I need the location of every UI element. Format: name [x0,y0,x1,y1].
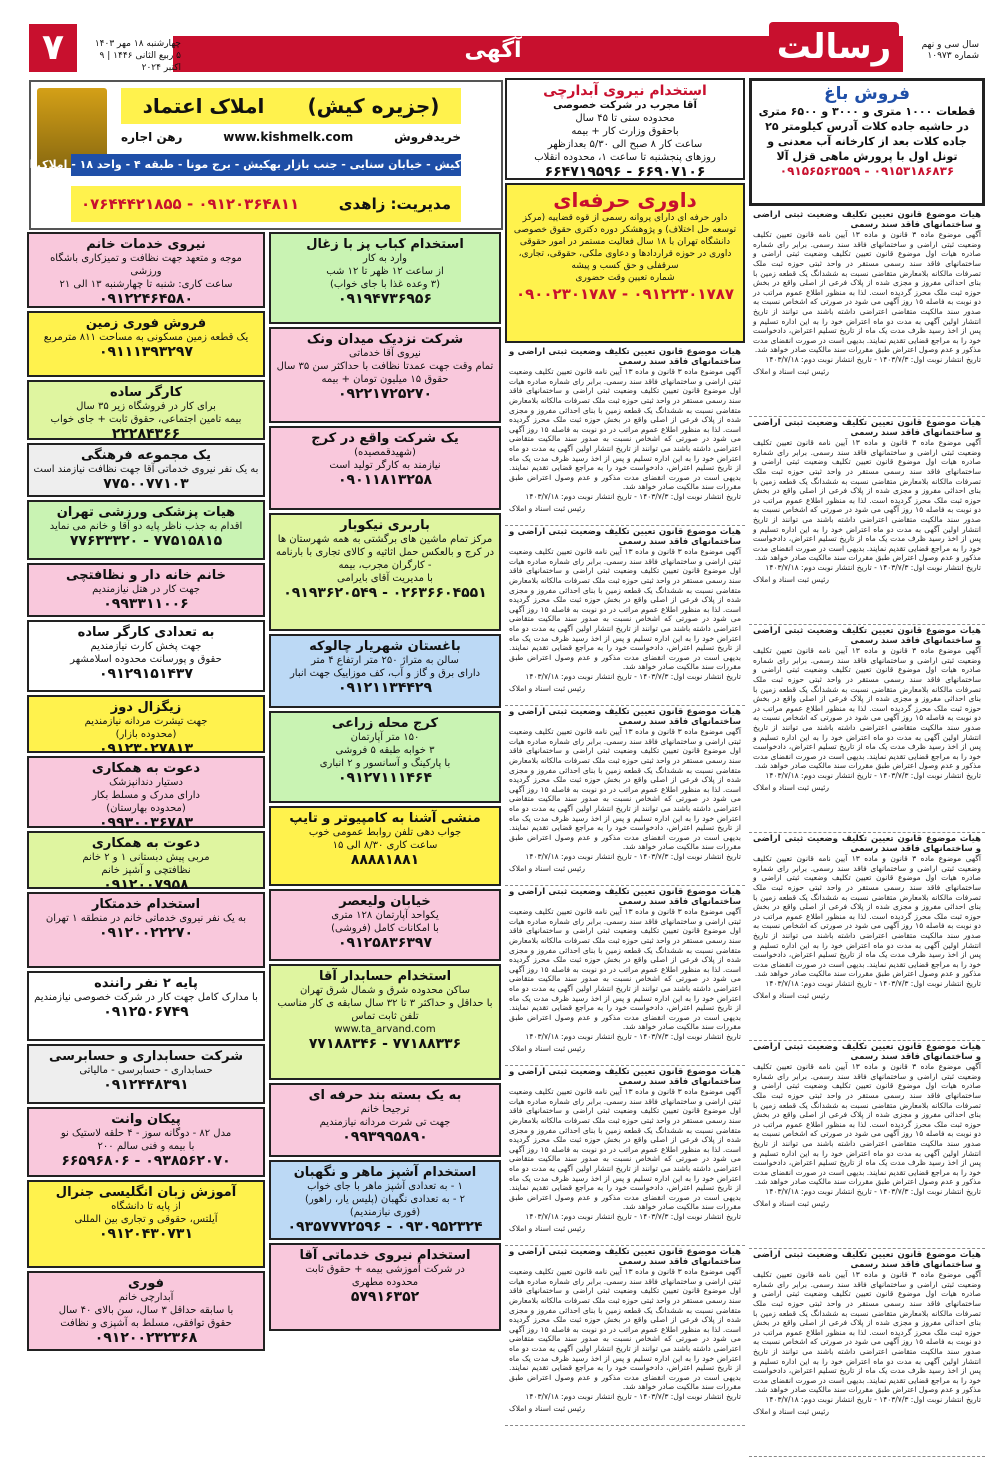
section-title: آگهی [464,38,522,63]
ad-title: یک مجموعه فرهنگی [81,448,211,463]
notice-title: هیات موضوع قانون تعیین تکلیف وضعیت ثبتی اراضی و ساختمانهای فاقد سند رسمی [509,1247,741,1267]
ad-line: مدل ۸۲ - دوگانه سوز - ۴ حلقه لاستیک نو [60,1128,232,1139]
notice-dates: تاریخ انتشار نوبت اول: ۱۴۰۳/۷/۳ - تاریخ انتشار نوبت دوم: ۱۴۰۳/۷/۱۸ [765,1394,981,1404]
janitor-hiring-ad: استخدام نیروی آبدارچی آقا مجرب در شرکت خصوصی محدوده سنی تا ۴۵ سال باحقوق وزارت کار + بیمه ساعت کار ۸ صبح الی ۵/۳۰ بعدازظهر روزهای پنجشنبه تا ساعت ۱، محدوده انقلاب ۶۶۹۰۷۱۰۶ - ۶۶۴۷۱۹۵۹۶ [505,78,745,180]
ad-line: حقوق توافقی، مسلط به آشپزی و نظافت [60,1318,232,1329]
notice-signer: رئیس ثبت اسناد و املاک [509,683,585,693]
ad-phone: ۰۹۳۰۹۵۲۳۲۴ - ۰۹۳۵۷۷۷۲۵۹۶ [287,1219,483,1235]
ad-title: خانم خانه دار و نظافتچی [66,568,226,583]
ad-phone: ۰۹۱۲۳۰۲۷۸۱۳ [99,741,193,757]
legal-notices-right [749,209,985,1457]
classified-ad [27,443,265,497]
ad-title: منشی آشنا به کامپیوتر و تایپ [289,811,481,826]
classified-ad [269,889,501,961]
ad-title: فروش فوری زمین [85,316,207,331]
ad-phone: ۷۷۵۱۵۸۱۵ - ۷۷۶۳۳۳۲۰ [69,533,223,549]
ad-phone: ۰۹۳۸۵۶۲۰۷۰ - ۶۶۵۹۶۸۰۶ [61,1153,231,1169]
ad-line: ۱ - به تعدادی آشپز ماهر با جای خواب [307,1181,463,1192]
ad-phone: ۷۷۱۸۸۳۳۶ - ۷۷۱۸۸۳۴۶ [308,1036,462,1052]
notice-signer: رئیس ثبت اسناد و املاک [753,782,829,792]
ad-title: پایه ۲ نفر راننده [94,976,198,991]
ad-phone: ۸۸۸۸۱۸۸۱ [350,852,420,868]
ad-line: حقوق و پورسانت محدوده اسلامشهر [70,654,222,665]
notice-title: هیات موضوع قانون تعیین تکلیف وضعیت ثبتی اراضی و ساختمانهای فاقد سند رسمی [753,418,981,438]
notice-body: آگهی موضوع ماده ۳ قانون و ماده ۱۳ آیین نامه قانون تعیین تکلیف وضعیت ثبتی اراضی و ساختمانهای فاقد سند رسمی. برابر رای شماره صادره هیات اول موضوع قانون تعیین تکلیف وضعیت ثبتی اراضی و ساختمانهای فاقد سند رسمی مستقر در واحد ثبتی حوزه ثبت ملک تصرفات مالکانه بلامعارض متقاضی نسبت به ششدانگ یک قطعه زمین با بنای احداثی مفروز و مجزی شده از پلاک فرعی از اصلی واقع در بخش حوزه ثبت ملک محرز گردیده است. لذا به منظور اطلاع عموم مراتب در دو نوبت به فاصله ۱۵ روز آگهی می شود در صورتی که اشخاص نسبت به صدور سند مالکیت متقاضی اعتراضی داشته باشند می توانند از تاریخ انتشار اولین آگهی به مدت دو ماه اعتراض خود را به این اداره تسلیم و پس از اخذ رسید ظرف مدت یک ماه از تاریخ تسلیم اعتراض، دادخواست خود را به مراجع قضایی تقدیم نمایند. بدیهی است در صورت انقضای مدت مذکور و عدم وصول اعتراض طبق مقررات سند مالکیت صادر خواهد شد. [509,547,742,672]
notice-title: هیات موضوع قانون تعیین تکلیف وضعیت ثبتی اراضی و ساختمانهای فاقد سند رسمی [509,887,741,907]
notice-signer: رئیس ثبت اسناد و املاک [509,503,585,513]
notice-dates: تاریخ انتشار نوبت اول: ۱۴۰۳/۷/۳ - تاریخ انتشار نوبت دوم: ۱۴۰۳/۷/۱۸ [765,1186,981,1196]
notice-title: هیات موضوع قانون تعیین تکلیف وضعیت ثبتی اراضی و ساختمانهای فاقد سند رسمی [753,1250,981,1270]
ad-line: تمام وقت جهت عمدتا نظافت با حداکثر سن ۳۵ سال [276,361,494,372]
classified-ad [27,1271,265,1351]
center-right-column [505,78,745,1426]
ad-line: دارای برق و گاز و آب، کف موزاییک جهت انبار [289,668,481,679]
legal-notice [749,833,985,1041]
notice-signer: رئیس ثبت اسناد و املاک [509,863,585,873]
ad-line: آیلتس، حقوقی و تجاری بین المللی [74,1214,218,1225]
ad-line: ۳ خوابه طبقه ۵ فروشی [335,745,435,756]
notice-body: آگهی موضوع ماده ۳ قانون و ماده ۱۳ آیین نامه قانون تعیین تکلیف وضعیت ثبتی اراضی و ساختمانهای فاقد سند رسمی. برابر رای شماره صادره هیات اول موضوع قانون تعیین تکلیف وضعیت ثبتی اراضی و ساختمانهای فاقد سند رسمی مستقر در واحد ثبتی حوزه ثبت ملک تصرفات مالکانه بلامعارض متقاضی نسبت به ششدانگ یک قطعه زمین با بنای احداثی مفروز و مجزی شده از پلاک فرعی از اصلی واقع در بخش حوزه ثبت ملک محرز گردیده است. لذا به منظور اطلاع عموم مراتب در دو نوبت به فاصله ۱۵ روز آگهی می شود در صورتی که اشخاص نسبت به صدور سند مالکیت متقاضی اعتراضی داشته باشند می توانند از تاریخ انتشار اولین آگهی به مدت دو ماه اعتراض خود را به این اداره تسلیم و پس از اخذ رسید ظرف مدت یک ماه از تاریخ تسلیم اعتراض، دادخواست خود را به مراجع قضایی تقدیم نمایند. بدیهی است در صورت انقضای مدت مذکور و عدم وصول اعتراض طبق مقررات سند مالکیت صادر خواهد شد. [509,1267,742,1392]
notice-title: هیات موضوع قانون تعیین تکلیف وضعیت ثبتی اراضی و ساختمانهای فاقد سند رسمی [753,834,981,854]
notice-title: هیات موضوع قانون تعیین تکلیف وضعیت ثبتی اراضی و ساختمانهای فاقد سند رسمی [509,707,741,727]
ad-line: با امکانات کامل (فروشی) [331,923,439,934]
ad-line: (۳ وعده غذا با جای خواب) [329,279,441,290]
legal-notice [749,1249,985,1457]
ad-phone: ۰۹۱۲۷۱۱۱۴۶۴ [338,770,432,786]
classified-ad [27,563,265,617]
ad-line: موجه و متعهد جهت نظافت و تمیزکاری باشگاه ورزشی [50,253,242,277]
ad-line: ۲ - به تعدادی نگهبان (پلیس یار، راهور) [304,1194,466,1205]
ad-line: با مدیریت آقای بایرامی [337,573,433,584]
kish-realestate-banner [0,80,503,230]
ad-line: جهت تیشرت مردانه نیازمندیم [84,716,208,727]
ad-line: با حداقل و حداکثر ۳ تا ۳۲ سال سابقه ی کار مناسب [277,998,493,1009]
notice-title: هیات موضوع قانون تعیین تکلیف وضعیت ثبتی اراضی و ساختمانهای فاقد سند رسمی [509,1067,741,1087]
ad-title: استخدام حسابدار آقا [318,969,452,984]
page-number: ۷ [29,24,77,72]
ad-title: شرکت حسابداری و حسابرسی [49,1049,243,1064]
ad-line: تلفن ثابت تماس [351,1011,419,1022]
ad-line: وارد به کار [362,253,408,264]
ad-line: برای کار در فروشگاه زیر ۳۵ سال [76,401,216,412]
notice-signer: رئیس ثبت اسناد و املاک [509,1403,585,1413]
ad-phone: ۰۹۹۳۳۱۱۰۰۶ [103,596,189,612]
ad-line: از ساعت ۱۲ ظهر تا ۱۲ شب [326,266,444,277]
ad-line: www.ta_arvand.com [334,1024,436,1035]
notice-dates: تاریخ انتشار نوبت اول: ۱۴۰۳/۷/۳ - تاریخ انتشار نوبت دوم: ۱۴۰۳/۷/۱۸ [525,671,741,681]
classified-ad [27,232,265,308]
ad-line: یک قطعه زمین مسکونی به مساحت ۸۱۱ مترمربع [43,332,249,343]
notice-body: آگهی موضوع ماده ۳ قانون و ماده ۱۳ آیین نامه قانون تعیین تکلیف وضعیت ثبتی اراضی و ساختمانهای فاقد سند رسمی. برابر رای شماره صادره هیات اول موضوع قانون تعیین تکلیف وضعیت ثبتی اراضی و ساختمانهای فاقد سند رسمی مستقر در واحد ثبتی حوزه ثبت ملک تصرفات مالکانه بلامعارض متقاضی نسبت به ششدانگ یک قطعه زمین با بنای احداثی مفروز و مجزی شده از پلاک فرعی از اصلی واقع در بخش حوزه ثبت ملک محرز گردیده است. لذا به منظور اطلاع عموم مراتب در دو نوبت به فاصله ۱۵ روز آگهی می شود در صورتی که اشخاص نسبت به صدور سند مالکیت متقاضی اعتراضی داشته باشند می توانند از تاریخ انتشار اولین آگهی به مدت دو ماه اعتراض خود را به این اداره تسلیم و پس از اخذ رسید ظرف مدت یک ماه از تاریخ تسلیم اعتراض، دادخواست خود را به مراجع قضایی تقدیم نمایند. بدیهی است در صورت انقضای مدت مذکور و عدم وصول اعتراض طبق مقررات سند مالکیت صادر خواهد شد. [509,727,742,852]
ad-line: جهت پخش کارت نیازمندیم [90,641,202,652]
right-column [749,78,985,1457]
classified-ad [27,1107,265,1177]
legal-notice [749,417,985,625]
ad-line: جواب دهی تلفن روابط عمومی خوب [308,827,462,838]
classified-ad [27,831,265,893]
classified-ad [269,964,501,1080]
ad-line: ساکن محدوده شرق و شمال شرق تهران [299,985,471,996]
center-left-column [269,232,501,1334]
notice-title: هیات موضوع قانون تعیین تکلیف وضعیت ثبتی اراضی و ساختمانهای فاقد سند رسمی [509,527,741,547]
ad-line: اقدام به جذب ناظر پایه دو آقا و خانم می نماید [49,521,243,532]
ad-phone: ۰۹۱۲۵۸۳۶۳۹۷ [338,935,432,951]
ad-line: جهت کار در هتل نیازمندیم [92,584,200,595]
ad-phone: ۰۲۶۳۶۶۰۴۵۵۱ - ۰۹۱۹۳۶۲۰۵۴۹ [283,585,487,601]
legal-notice [505,526,745,706]
classified-ad [269,426,501,510]
ad-line: با بیمه و فنی سالم ۲۰۰ [97,1141,195,1152]
ad-line: نظافتچی و آشپز خانم [101,865,191,876]
ad-phone: ۰۹۱۲۱۱۳۴۴۲۹ [338,680,432,696]
arbitration-ad: داوری حرفه‌ای داور حرفه ای دارای پروانه رسمی از قوه قضاییه (مرکز توسعه حل اختلاف) و پژوهشکر دوره دکتری حقوق خصوصی دانشگاه تهران با ۱۸ سال فعالیت مستمر در امور حقوقی داوری در حوزه قراردادها و دعاوی ملکی، حقوقی، تجاری، سرقفلی و حق کسب و پیشه شماره تعیین وقت حضوری ۰۹۱۲۲۳۰۱۷۸۷ - ۰۹۰۰۲۳۰۱۷۸۷ [505,183,745,343]
notice-dates: تاریخ انتشار نوبت اول: ۱۴۰۳/۷/۳ - تاریخ انتشار نوبت دوم: ۱۴۰۳/۷/۱۸ [765,770,981,780]
notice-body: آگهی موضوع ماده ۳ قانون و ماده ۱۳ آیین نامه قانون تعیین تکلیف وضعیت ثبتی اراضی و ساختمانهای فاقد سند رسمی. برابر رای شماره صادره هیات اول موضوع قانون تعیین تکلیف وضعیت ثبتی اراضی و ساختمانهای فاقد سند رسمی مستقر در واحد ثبتی حوزه ثبت ملک تصرفات مالکانه بلامعارض متقاضی نسبت به ششدانگ یک قطعه زمین با بنای احداثی مفروز و مجزی شده از پلاک فرعی از اصلی واقع در بخش حوزه ثبت ملک محرز گردیده است. لذا به منظور اطلاع عموم مراتب در دو نوبت به فاصله ۱۵ روز آگهی می شود در صورتی که اشخاص نسبت به صدور سند مالکیت متقاضی اعتراضی داشته باشند می توانند از تاریخ انتشار اولین آگهی به مدت دو ماه اعتراض خود را به این اداره تسلیم و پس از اخذ رسید ظرف مدت یک ماه از تاریخ تسلیم اعتراض، دادخواست خود را به مراجع قضایی تقدیم نمایند. بدیهی است در صورت انقضای مدت مذکور و عدم وصول اعتراض طبق مقررات سند مالکیت صادر خواهد شد. [753,438,981,563]
classified-ad [269,513,501,631]
classified-ad [27,500,265,560]
ad-title: باربری نیکوبار [340,518,430,533]
notice-dates: تاریخ انتشار نوبت اول: ۱۴۰۳/۷/۳ - تاریخ انتشار نوبت دوم: ۱۴۰۳/۷/۱۸ [765,562,981,572]
ad-line: حسابداری - حسابرسی - مالیاتی [79,1065,213,1076]
legal-notice [505,1246,745,1426]
ad-line: (فوری نیازمندیم) [349,1207,421,1218]
issue-info: سال سی و نهم شماره ۱۰۹۷۳ [921,40,979,61]
ad-line: دستیار دندانپزشک [109,777,183,788]
notice-body: آگهی موضوع ماده ۳ قانون و ماده ۱۳ آیین نامه قانون تعیین تکلیف وضعیت ثبتی اراضی و ساختمانهای فاقد سند رسمی. برابر رای شماره صادره هیات اول موضوع قانون تعیین تکلیف وضعیت ثبتی اراضی و ساختمانهای فاقد سند رسمی مستقر در واحد ثبتی حوزه ثبت ملک تصرفات مالکانه بلامعارض متقاضی نسبت به ششدانگ یک قطعه زمین با بنای احداثی مفروز و مجزی شده از پلاک فرعی از اصلی واقع در بخش حوزه ثبت ملک محرز گردیده است. لذا به منظور اطلاع عموم مراتب در دو نوبت به فاصله ۱۵ روز آگهی می شود در صورتی که اشخاص نسبت به صدور سند مالکیت متقاضی اعتراضی داشته باشند می توانند از تاریخ انتشار اولین آگهی به مدت دو ماه اعتراض خود را به این اداره تسلیم و پس از اخذ رسید ظرف مدت یک ماه از تاریخ تسلیم اعتراض، دادخواست خود را به مراجع قضایی تقدیم نمایند. بدیهی است در صورت انقضای مدت مذکور و عدم وصول اعتراض طبق مقررات سند مالکیت صادر خواهد شد. [753,1270,981,1395]
ad-line: به یک نفر نیروی خدماتی آقا جهت نظافت نیازمند است [33,464,259,475]
notice-body: آگهی موضوع ماده ۳ قانون و ماده ۱۳ آیین نامه قانون تعیین تکلیف وضعیت ثبتی اراضی و ساختمانهای فاقد سند رسمی. برابر رای شماره صادره هیات اول موضوع قانون تعیین تکلیف وضعیت ثبتی اراضی و ساختمانهای فاقد سند رسمی مستقر در واحد ثبتی حوزه ثبت ملک تصرفات مالکانه بلامعارض متقاضی نسبت به ششدانگ یک قطعه زمین با بنای احداثی مفروز و مجزی شده از پلاک فرعی از اصلی واقع در بخش حوزه ثبت ملک محرز گردیده است. لذا به منظور اطلاع عموم مراتب در دو نوبت به فاصله ۱۵ روز آگهی می شود در صورتی که اشخاص نسبت به صدور سند مالکیت متقاضی اعتراضی داشته باشند می توانند از تاریخ انتشار اولین آگهی به مدت دو ماه اعتراض خود را به این اداره تسلیم و پس از اخذ رسید ظرف مدت یک ماه از تاریخ تسلیم اعتراض، دادخواست خود را به مراجع قضایی تقدیم نمایند. بدیهی است در صورت انقضای مدت مذکور و عدم وصول اعتراض طبق مقررات سند مالکیت صادر خواهد شد. [509,1087,742,1212]
ad-title: زیگزال دوز [110,700,182,715]
notice-dates: تاریخ انتشار نوبت اول: ۱۴۰۳/۷/۳ - تاریخ انتشار نوبت دوم: ۱۴۰۳/۷/۱۸ [525,491,741,501]
ad-title: خیابان ولیعصر [339,894,431,909]
notice-body: آگهی موضوع ماده ۳ قانون و ماده ۱۳ آیین نامه قانون تعیین تکلیف وضعیت ثبتی اراضی و ساختمانهای فاقد سند رسمی. برابر رای شماره صادره هیات اول موضوع قانون تعیین تکلیف وضعیت ثبتی اراضی و ساختمانهای فاقد سند رسمی مستقر در واحد ثبتی حوزه ثبت ملک تصرفات مالکانه بلامعارض متقاضی نسبت به ششدانگ یک قطعه زمین با بنای احداثی مفروز و مجزی شده از پلاک فرعی از اصلی واقع در بخش حوزه ثبت ملک محرز گردیده است. لذا به منظور اطلاع عموم مراتب در دو نوبت به فاصله ۱۵ روز آگهی می شود در صورتی که اشخاص نسبت به صدور سند مالکیت متقاضی اعتراضی داشته باشند می توانند از تاریخ انتشار اولین آگهی به مدت دو ماه اعتراض خود را به این اداره تسلیم و پس از اخذ رسید ظرف مدت یک ماه از تاریخ تسلیم اعتراض، دادخواست خود را به مراجع قضایی تقدیم نمایند. بدیهی است در صورت انقضای مدت مذکور و عدم وصول اعتراض طبق مقررات سند مالکیت صادر خواهد شد. [753,646,981,771]
ad-line: با مدارک کامل جهت کار در شرکت خصوصی نیازمندیم [34,992,258,1003]
classified-ad [269,327,501,423]
ad-line: آبدارچی خانم [118,1292,174,1303]
legal-notice [505,1066,745,1246]
classified-ad [27,620,265,692]
ad-line: ساعت کاری ۸/۳۰ الی ۱۵ [332,840,438,851]
ad-title: دعوت به همکاری [91,836,201,851]
notice-dates: تاریخ انتشار نوبت اول: ۱۴۰۳/۷/۳ - تاریخ انتشار نوبت دوم: ۱۴۰۳/۷/۱۸ [765,354,981,364]
classified-ad [27,756,265,831]
classified-ad [27,1044,265,1104]
ad-line: مرکز تمام ماشین های برگشتی به همه شهرستان ها در کرج و بالعکس حمل اثاثیه و کالای تجاری با بارنامه - کارگران مجرب، بیمه [275,534,495,571]
notice-dates: تاریخ انتشار نوبت اول: ۱۴۰۳/۷/۳ - تاریخ انتشار نوبت دوم: ۱۴۰۳/۷/۱۸ [525,1391,741,1401]
ad-title: استخدام نیروی خدماتی آقا [299,1248,471,1263]
ad-phone: ۰۹۱۹۴۷۳۶۹۵۶ [338,291,432,307]
notice-signer: رئیس ثبت اسناد و املاک [509,1043,585,1053]
ad-title: استخدام کباب پز با زغال [306,237,464,252]
ad-line: ۱۵۰ متر آپارتمان [350,732,420,743]
notice-title: هیات موضوع قانون تعیین تکلیف وضعیت ثبتی اراضی و ساختمانهای فاقد سند رسمی [753,210,981,230]
ad-title: کارگر ساده [109,385,183,400]
ad-title: استخدام آشپز ماهر و نگهبان [293,1165,477,1180]
ad-line: (محدوده بازار) [115,729,177,740]
ad-phone: ۰۹۱۲۰۰۲۳۲۳۶۸ [94,1330,198,1346]
ad-title: باغستان شهریار چالوکه [309,639,461,654]
classified-ad [27,311,265,377]
notice-signer: رئیس ثبت اسناد و املاک [753,1198,829,1208]
notice-title: هیات موضوع قانون تعیین تکلیف وضعیت ثبتی اراضی و ساختمانهای فاقد سند رسمی [753,626,981,646]
ad-phone: ۰۹۱۱۱۳۹۳۲۹۷ [99,344,193,360]
ad-title: هیات پزشکی ورزشی تهران [56,505,236,520]
notice-body: آگهی موضوع ماده ۳ قانون و ماده ۱۳ آیین نامه قانون تعیین تکلیف وضعیت ثبتی اراضی و ساختمانهای فاقد سند رسمی. برابر رای شماره صادره هیات اول موضوع قانون تعیین تکلیف وضعیت ثبتی اراضی و ساختمانهای فاقد سند رسمی مستقر در واحد ثبتی حوزه ثبت ملک تصرفات مالکانه بلامعارض متقاضی نسبت به ششدانگ یک قطعه زمین با بنای احداثی مفروز و مجزی شده از پلاک فرعی از اصلی واقع در بخش حوزه ثبت ملک محرز گردیده است. لذا به منظور اطلاع عموم مراتب در دو نوبت به فاصله ۱۵ روز آگهی می شود در صورتی که اشخاص نسبت به صدور سند مالکیت متقاضی اعتراضی داشته باشند می توانند از تاریخ انتشار اولین آگهی به مدت دو ماه اعتراض خود را به این اداره تسلیم و پس از اخذ رسید ظرف مدت یک ماه از تاریخ تسلیم اعتراض، دادخواست خود را به مراجع قضایی تقدیم نمایند. بدیهی است در صورت انقضای مدت مذکور و عدم وصول اعتراض طبق مقررات سند مالکیت صادر خواهد شد. [753,854,981,979]
ad-phone: ۰۹۰۱۱۸۱۳۲۵۸ [338,472,432,488]
legal-notice [505,706,745,886]
left-column [27,232,265,1354]
ad-line: به یک نفر نیروی خدماتی خانم در منطقه ۱ تهران [45,913,247,924]
ad-title: پیکان وانت [111,1112,181,1127]
banner-address: کیش - خیابان سنایی - جنب بازار بهکیش - برج مونا - طبقه ۴ - واحد ۱۸ - املاک اعتماد [71,154,461,176]
notice-signer: رئیس ثبت اسناد و املاک [509,1223,585,1233]
ad-phone: ۰۹۹۳۹۹۵۸۹۰ [342,1129,428,1145]
ad-line: نیازمند به کارگر تولید است [329,460,441,471]
ad-phone: ۰۹۱۲۹۱۵۱۴۳۷ [99,666,193,682]
legal-notices-center [505,346,745,1426]
ad-title: به یک بسته بند حرفه ای [308,1088,462,1103]
ad-line: (شهیدقمصیده) [354,447,416,458]
ad-phone: ۰۹۱۲۰۴۳۰۷۳۱ [99,1226,193,1242]
classified-ad [27,971,265,1041]
ad-line: سالن به متراژ ۲۵۰ متر ارتفاع ۴ متر [311,655,459,666]
ad-phone: ۰۹۱۲۴۴۸۳۹۱ [103,1077,189,1093]
notice-signer: رئیس ثبت اسناد و املاک [753,366,829,376]
classified-ad [269,634,501,708]
classified-ad [269,1243,501,1331]
ad-title: فوری [127,1276,165,1291]
ad-phone: ۰۹۹۳۰۰۳۶۷۸۳ [99,815,193,831]
ad-line: مربی پیش دبستانی ۱ و ۲ خانم [82,852,210,863]
banner-contact: مدیریت: زاهدی ۰۹۱۲۰۳۶۴۸۱۱ - ۰۷۶۴۴۴۲۱۸۵۵ [71,186,461,222]
ad-line: محدوده مطهری [351,1277,419,1288]
classified-ad [27,1180,265,1268]
ad-title: شرکت نزدیک میدان ونک [306,332,464,347]
banner-services: خریدفروش www.kishmelk.com رهن اجاره [121,130,461,144]
ad-line: با سابقه حداقل ۳ سال، سن بالای ۴۰ سال [58,1305,234,1316]
notice-dates: تاریخ انتشار نوبت اول: ۱۴۰۳/۷/۳ - تاریخ انتشار نوبت دوم: ۱۴۰۳/۷/۱۸ [525,851,741,861]
page-header [23,0,989,72]
issue-date: چهارشنبه ۱۸ مهر ۱۴۰۳ ۵ ربیع الثانی ۱۴۴۶ | ۹ اکتبر ۲۰۲۴ [94,39,181,73]
ad-line: در شرکت آموزشی بیمه + حقوق ثابت [305,1264,465,1275]
ad-line: دارای مدرک و مسلط بکار [92,790,200,801]
ad-line: یکواحد آپارتمان ۱۲۸ متری [331,910,439,921]
notice-body: آگهی موضوع ماده ۳ قانون و ماده ۱۳ آیین نامه قانون تعیین تکلیف وضعیت ثبتی اراضی و ساختمانهای فاقد سند رسمی. برابر رای شماره صادره هیات اول موضوع قانون تعیین تکلیف وضعیت ثبتی اراضی و ساختمانهای فاقد سند رسمی مستقر در واحد ثبتی حوزه ثبت ملک تصرفات مالکانه بلامعارض متقاضی نسبت به ششدانگ یک قطعه زمین با بنای احداثی مفروز و مجزی شده از پلاک فرعی از اصلی واقع در بخش حوزه ثبت ملک محرز گردیده است. لذا به منظور اطلاع عموم مراتب در دو نوبت به فاصله ۱۵ روز آگهی می شود در صورتی که اشخاص نسبت به صدور سند مالکیت متقاضی اعتراضی داشته باشند می توانند از تاریخ انتشار اولین آگهی به مدت دو ماه اعتراض خود را به این اداره تسلیم و پس از اخذ رسید ظرف مدت یک ماه از تاریخ تسلیم اعتراض، دادخواست خود را به مراجع قضایی تقدیم نمایند. بدیهی است در صورت انقضای مدت مذکور و عدم وصول اعتراض طبق مقررات سند مالکیت صادر خواهد شد. [753,230,981,355]
ad-phone: ۰۹۲۲۱۷۲۵۲۷۰ [338,386,432,402]
legal-notice [505,886,745,1066]
ad-line: جهت تی شرت مردانه نیازمندیم [319,1117,451,1128]
classified-ad [269,711,501,803]
classified-ad [269,1160,501,1240]
ad-line: ساعت کاری: شنبه تا چهارشنبه ۱۳ الی ۲۱ [59,279,233,290]
ad-line: بیمه تامین اجتماعی، حقوق ثابت + جای خواب [50,414,242,425]
legal-notice [749,1041,985,1249]
ad-phone: ۰۹۱۲۵۰۶۷۴۹ [103,1004,189,1020]
ad-line: از پایه تا دانشگاه [111,1201,181,1212]
ad-phone: ۵۷۹۱۶۳۵۲ [350,1289,420,1305]
ad-phone: ۰۹۱۲۲۴۶۴۵۸۰ [99,291,193,307]
notice-dates: تاریخ انتشار نوبت اول: ۱۴۰۳/۷/۳ - تاریخ انتشار نوبت دوم: ۱۴۰۳/۷/۱۸ [765,978,981,988]
ad-phone: ۷۷۵۰۰۷۷۱۰۳ [103,476,189,492]
notice-title: هیات موضوع قانون تعیین تکلیف وضعیت ثبتی اراضی و ساختمانهای فاقد سند رسمی [509,347,741,367]
ad-phone: ۰۹۱۲۰۰۲۲۲۷۰ [99,925,193,941]
ad-title: استخدام خدمتکار [91,897,201,912]
ad-title: آموزش زبان انگلیسی جنرال [55,1185,237,1200]
notice-signer: رئیس ثبت اسناد و املاک [753,990,829,1000]
notice-body: آگهی موضوع ماده ۳ قانون و ماده ۱۳ آیین نامه قانون تعیین تکلیف وضعیت ثبتی اراضی و ساختمانهای فاقد سند رسمی. برابر رای شماره صادره هیات اول موضوع قانون تعیین تکلیف وضعیت ثبتی اراضی و ساختمانهای فاقد سند رسمی مستقر در واحد ثبتی حوزه ثبت ملک تصرفات مالکانه بلامعارض متقاضی نسبت به ششدانگ یک قطعه زمین با بنای احداثی مفروز و مجزی شده از پلاک فرعی از اصلی واقع در بخش حوزه ثبت ملک محرز گردیده است. لذا به منظور اطلاع عموم مراتب در دو نوبت به فاصله ۱۵ روز آگهی می شود در صورتی که اشخاص نسبت به صدور سند مالکیت متقاضی اعتراضی داشته باشند می توانند از تاریخ انتشار اولین آگهی به مدت دو ماه اعتراض خود را به این اداره تسلیم و پس از اخذ رسید ظرف مدت یک ماه از تاریخ تسلیم اعتراض، دادخواست خود را به مراجع قضایی تقدیم نمایند. بدیهی است در صورت انقضای مدت مذکور و عدم وصول اعتراض طبق مقررات سند مالکیت صادر خواهد شد. [509,367,742,492]
ad-line: (محدوده بهارستان) [106,803,186,814]
notice-title: هیات موضوع قانون تعیین تکلیف وضعیت ثبتی اراضی و ساختمانهای فاقد سند رسمی [753,1042,981,1062]
banner-title: (جزیره کیش) املاک اعتماد [121,88,461,124]
legal-notice [749,625,985,833]
ad-line: ترجیحا خانم [360,1104,410,1115]
classified-ad [27,695,265,757]
notice-dates: تاریخ انتشار نوبت اول: ۱۴۰۳/۷/۳ - تاریخ انتشار نوبت دوم: ۱۴۰۳/۷/۱۸ [525,1211,741,1221]
ad-title: کرج محله زراعی [331,716,439,731]
classified-ad [269,1083,501,1157]
ad-title: دعوت به همکاری [91,761,201,776]
ad-line: نیروی آقا خدماتی [349,348,421,359]
ad-line: با پارکینگ و آسانسور و ۲ انباری [319,758,451,769]
notice-signer: رئیس ثبت اسناد و املاک [753,1406,829,1416]
ad-title: یک شرکت واقع در کرج [311,431,459,446]
website-link[interactable]: www.kishmelk.com [223,130,354,144]
newspaper-logo: رسالت [769,22,899,72]
notice-signer: رئیس ثبت اسناد و املاک [753,574,829,584]
notice-body: آگهی موضوع ماده ۳ قانون و ماده ۱۳ آیین نامه قانون تعیین تکلیف وضعیت ثبتی اراضی و ساختمانهای فاقد سند رسمی. برابر رای شماره صادره هیات اول موضوع قانون تعیین تکلیف وضعیت ثبتی اراضی و ساختمانهای فاقد سند رسمی مستقر در واحد ثبتی حوزه ثبت ملک تصرفات مالکانه بلامعارض متقاضی نسبت به ششدانگ یک قطعه زمین با بنای احداثی مفروز و مجزی شده از پلاک فرعی از اصلی واقع در بخش حوزه ثبت ملک محرز گردیده است. لذا به منظور اطلاع عموم مراتب در دو نوبت به فاصله ۱۵ روز آگهی می شود در صورتی که اشخاص نسبت به صدور سند مالکیت متقاضی اعتراضی داشته باشند می توانند از تاریخ انتشار اولین آگهی به مدت دو ماه اعتراض خود را به این اداره تسلیم و پس از اخذ رسید ظرف مدت یک ماه از تاریخ تسلیم اعتراض، دادخواست خود را به مراجع قضایی تقدیم نمایند. بدیهی است در صورت انقضای مدت مذکور و عدم وصول اعتراض طبق مقررات سند مالکیت صادر خواهد شد. [509,907,742,1032]
classified-ad [269,806,501,886]
classified-ad [269,232,501,324]
ad-title: نیروی خدمات خانم [86,237,206,252]
classified-ad [27,380,265,440]
notice-body: آگهی موضوع ماده ۳ قانون و ماده ۱۳ آیین نامه قانون تعیین تکلیف وضعیت ثبتی اراضی و ساختمانهای فاقد سند رسمی. برابر رای شماره صادره هیات اول موضوع قانون تعیین تکلیف وضعیت ثبتی اراضی و ساختمانهای فاقد سند رسمی مستقر در واحد ثبتی حوزه ثبت ملک تصرفات مالکانه بلامعارض متقاضی نسبت به ششدانگ یک قطعه زمین با بنای احداثی مفروز و مجزی شده از پلاک فرعی از اصلی واقع در بخش حوزه ثبت ملک محرز گردیده است. لذا به منظور اطلاع عموم مراتب در دو نوبت به فاصله ۱۵ روز آگهی می شود در صورتی که اشخاص نسبت به صدور سند مالکیت متقاضی اعتراضی داشته باشند می توانند از تاریخ انتشار اولین آگهی به مدت دو ماه اعتراض خود را به این اداره تسلیم و پس از اخذ رسید ظرف مدت یک ماه از تاریخ تسلیم اعتراض، دادخواست خود را به مراجع قضایی تقدیم نمایند. بدیهی است در صورت انقضای مدت مذکور و عدم وصول اعتراض طبق مقررات سند مالکیت صادر خواهد شد. [753,1062,981,1187]
ad-line: حقوق ۱۵ میلیون تومان + بیمه [321,374,449,385]
notice-dates: تاریخ انتشار نوبت اول: ۱۴۰۳/۷/۳ - تاریخ انتشار نوبت دوم: ۱۴۰۳/۷/۱۸ [525,1031,741,1041]
ad-phone: ۰۹۱۲۰۰۷۹۵۸ [103,877,189,893]
garden-sale-ad: فروش باغ قطعات ۱۰۰۰ متری و ۳۰۰۰ و ۶۵۰۰ متری در حاشیه جاده کلات آدرس کیلومتر ۲۵ جاده کلات بعد از کارخانه آب معدنی و تونل اول با پرورش ماهی قزل آلا ۰۹۱۵۳۱۸۶۸۳۶ - ۰۹۱۵۶۵۶۳۵۵۹ [749,78,985,206]
classified-ad [27,892,265,968]
legal-notice [749,209,985,417]
legal-notice [505,346,745,526]
ad-title: به تعدادی کارگر ساده [77,625,215,640]
ad-phone: ۲۲۲۸۴۳۶۶ [111,426,181,442]
